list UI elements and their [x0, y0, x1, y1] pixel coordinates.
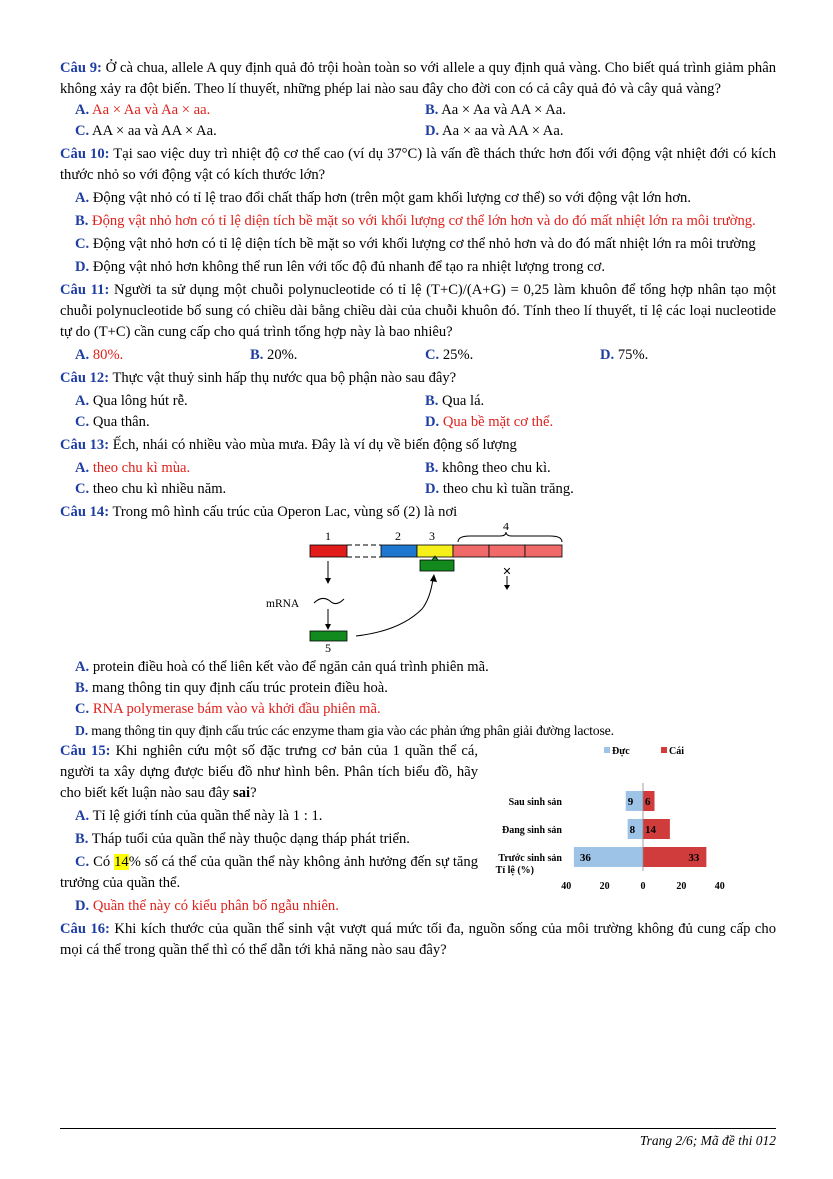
- legend-label: Cái: [669, 746, 684, 757]
- question-label: Câu 12:: [60, 370, 110, 386]
- q11-option-a: A. 80%.: [75, 347, 124, 363]
- operon-label-5: 5: [325, 641, 331, 655]
- binding-arrow: [356, 579, 433, 636]
- q11-option-d: D. 75%.: [600, 347, 649, 363]
- question-label: Câu 16:: [60, 921, 110, 937]
- question-12: [60, 368, 776, 389]
- q9-option-d: D. Aa × aa và AA × Aa.: [425, 123, 564, 139]
- question-text: Người ta sử dụng một chuỗi polynucleotide có tỉ lệ (T+C)/(A+G) = 0,25 làm khuôn để tổng hợp nhân tạo một chuỗi polynucleotide bổ sung có chiều dài bằng chiều dài của chuỗi khuôn đó. Tính theo lí thuyết, tỉ lệ các loại nucleotide tự do (T+C) cần cung cấp cho quá trình tổng hợp này là bao nhiêu?: [60, 282, 776, 340]
- question-15: Câu 15: Khi nghiên cứu một số đặc trưng cơ bản của 1 quần thể cá, người ta xây dựng được biểu đồ như hình bên. Phân tích biểu đồ, hãy cho biết kết luận nào sau đây sai?: [60, 743, 478, 801]
- x-tick-label: 0: [640, 881, 646, 892]
- x-tick-label: 20: [599, 881, 610, 892]
- data-label-female: 6: [645, 796, 651, 808]
- q9-options-row1: [60, 100, 776, 121]
- q12-option-b: B. Qua lá.: [425, 393, 485, 409]
- q13-option-c: C. theo chu kì nhiều năm.: [75, 481, 227, 497]
- q13-option-d: D. theo chu kì tuần trăng.: [425, 481, 574, 497]
- q10-option-d: D. Động vật nhỏ hơn không thể run lên với tốc độ đủ nhanh để tạo ra nhiệt lượng trong cơ.: [75, 259, 606, 275]
- q13-options-row2: [60, 479, 776, 500]
- q13-option-a: A. theo chu kì mùa.: [75, 460, 191, 476]
- q13-option-b: B. không theo chu kì.: [425, 460, 551, 476]
- regulator-gene-1: [310, 545, 347, 557]
- q12-option-d: D. Qua bề mặt cơ thể.: [425, 414, 554, 430]
- question-text: Ở cà chua, allele A quy định quả đỏ trội hoàn toàn so với allele a quy định quả vàng. Cho biết quá trình giảm phân không xảy ra đột biến. Theo lí thuyết, những phép lai nào sau đây cho đời con có cả cây quả đỏ và cây quả vàng?: [60, 60, 776, 97]
- legend-swatch-male: [604, 747, 610, 753]
- question-text: Khi kích thước của quần thể sinh vật vượt quá mức tối đa, nguồn sống của môi trường không đủ cung cấp cho mọi cá thể trong quần thể thì có thể dẫn tới khả năng nào sau đây?: [60, 921, 776, 958]
- structural-gene-c: [525, 545, 562, 557]
- question-15-block: [60, 741, 776, 914]
- question-9: [60, 58, 776, 100]
- question-text: Ếch, nhái có nhiều vào mùa mưa. Đây là ví dụ về biến động số lượng: [112, 437, 517, 453]
- q15-option-c: C. Có 14% số cá thể của quần thể này không ảnh hưởng đến sự tăng trưởng của quần thể.: [60, 854, 479, 891]
- age-pyramid-chart: [486, 743, 776, 893]
- repressor-bound: [420, 560, 454, 571]
- operator-region-3: [417, 545, 453, 557]
- legend-label: Đực: [612, 746, 630, 757]
- q11-option-b: B. 20%.: [250, 347, 298, 363]
- question-label: Câu 14:: [60, 504, 110, 520]
- data-label-male: 9: [627, 796, 634, 808]
- q12-options-row2: [60, 412, 776, 433]
- operon-label-1: 1: [325, 529, 331, 543]
- q15-option-b: B. Tháp tuổi của quần thể này thuộc dạng tháp phát triển.: [75, 831, 410, 847]
- mrna-label: mRNA: [266, 598, 300, 610]
- x-tick-label: 20: [676, 881, 687, 892]
- q9-option-a: A. Aa × Aa và Aa × aa.: [75, 102, 211, 118]
- q14-option-a: A. protein điều hoà có thể liên kết vào để ngăn cản quá trình phiên mã.: [75, 659, 489, 675]
- legend-swatch-female: [661, 747, 667, 753]
- x-tick-label: 40: [561, 881, 572, 892]
- question-label: Câu 15:: [60, 743, 111, 759]
- data-label-female: 14: [645, 824, 656, 836]
- q11-option-c: C. 25%.: [425, 347, 474, 363]
- q14-option-d: D. mang thông tin quy định cấu trúc các enzyme tham gia vào các phản ứng phân giải đường lactose.: [75, 723, 614, 738]
- question-text: Trong mô hình cấu trúc của Operon Lac, vùng số (2) là nơi: [112, 504, 458, 520]
- q10-option-a: A. Động vật nhỏ có tỉ lệ trao đổi chất thấp hơn (trên một gam khối lượng cơ thể) so với động vật lớn hơn.: [75, 190, 691, 206]
- repressor-protein-5: [310, 631, 347, 641]
- question-text: Khi nghiên cứu một số đặc trưng cơ bản của 1 quần thể cá, người ta xây dựng được biểu đồ như hình bên. Phân tích biểu đồ, hãy cho biết kết luận nào sau đây: [60, 743, 478, 801]
- question-16: [60, 919, 776, 961]
- q12-option-a: A. Qua lông hút rễ.: [75, 393, 188, 409]
- operon-label-2: 2: [395, 529, 401, 543]
- q12-option-c: C. Qua thân.: [75, 414, 150, 430]
- question-label: Câu 13:: [60, 437, 110, 453]
- question-text: Tại sao việc duy trì nhiệt độ cơ thể cao (ví dụ 37°C) là vấn đề thách thức hơn đối với động vật nhiệt đới có kích thước nhỏ so với động vật có kích thước lớn?: [60, 146, 776, 183]
- q9-option-b: B. Aa × Aa và AA × Aa.: [425, 102, 566, 118]
- category-label: Đang sinh sản: [501, 825, 562, 836]
- structural-gene-b: [489, 545, 525, 557]
- operon-label-3: 3: [429, 529, 435, 543]
- highlighted-value: 14: [114, 854, 129, 870]
- q9-option-c: C. AA × aa và AA × Aa.: [75, 123, 217, 139]
- x-axis-label: Tỉ lệ (%): [495, 865, 534, 876]
- blocked-transcription-icon: ✕: [502, 566, 512, 578]
- operon-lac-diagram: [60, 523, 776, 645]
- q9-options-row2: [60, 121, 776, 142]
- promoter-region-2: [381, 545, 417, 557]
- category-label: Sau sinh sản: [508, 797, 562, 808]
- data-label-male: 36: [579, 852, 591, 864]
- q15-option-d: D. Quần thể này có kiểu phân bố ngẫu nhiên.: [75, 898, 339, 914]
- exam-page: [60, 58, 776, 961]
- question-label: Câu 10:: [60, 146, 110, 162]
- q13-options-row1: [60, 458, 776, 479]
- q10-option-b: B. Động vật nhỏ hơn có tỉ lệ diện tích bề mặt so với khối lượng cơ thể lớn hơn và do đó mất nhiệt lớn ra môi trường.: [75, 213, 756, 229]
- region-4-brace: [458, 532, 562, 542]
- category-label: Trước sinh sản: [498, 853, 562, 864]
- question-text: Thực vật thuỷ sinh hấp thụ nước qua bộ phận nào sau đây?: [112, 370, 457, 386]
- page-footer: Trang 2/6; Mã đề thi 012: [60, 1128, 776, 1149]
- data-label-female: 33: [688, 852, 700, 864]
- question-emphasis: sai: [233, 785, 251, 801]
- q15-option-a: A. Tỉ lệ giới tính của quần thể này là 1 : 1.: [75, 808, 323, 824]
- question-11: [60, 280, 776, 343]
- q12-options-row1: [60, 391, 776, 412]
- operon-label-4: 4: [503, 523, 509, 533]
- structural-gene-a: [453, 545, 489, 557]
- question-14: [60, 502, 776, 523]
- question-label: Câu 11:: [60, 282, 110, 298]
- x-tick-label: 40: [714, 881, 725, 892]
- q11-options: [60, 345, 776, 366]
- q14-option-c: C. RNA polymerase bám vào và khởi đầu phiên mã.: [75, 701, 381, 717]
- data-label-male: 8: [629, 824, 636, 836]
- question-label: Câu 9:: [60, 60, 102, 76]
- question-10: [60, 144, 776, 186]
- q10-option-c: C. Động vật nhỏ hơn có tỉ lệ diện tích bề mặt so với khối lượng cơ thể nhỏ hơn và do đó mất nhiệt lớn ra môi trường: [75, 236, 756, 252]
- question-13: [60, 435, 776, 456]
- q14-option-b: B. mang thông tin quy định cấu trúc protein điều hoà.: [75, 680, 388, 696]
